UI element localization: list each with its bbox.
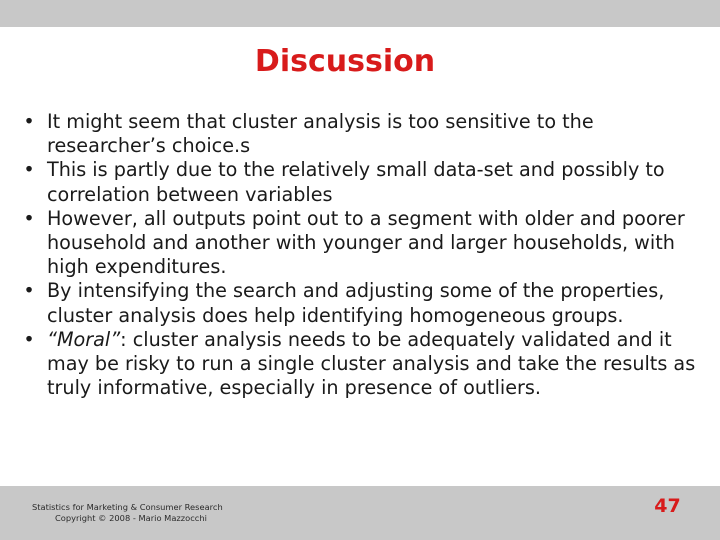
bullet-icon: • bbox=[23, 158, 35, 182]
bullet-text: It might seem that cluster analysis is too sensitive to the researcher’s choice.s bbox=[47, 110, 594, 158]
moral-label: “Moral” bbox=[47, 327, 121, 351]
bullet-item bbox=[22, 110, 697, 158]
slide-title-text: Discussion bbox=[254, 44, 436, 79]
bullet-text: This is partly due to the relatively small data-set and possibly to correlation between variables bbox=[47, 158, 665, 206]
bullet-text: However, all outputs point out to a segment with older and poorer household and another with younger and larger households, with high expenditures. bbox=[47, 206, 685, 279]
bullet-icon: • bbox=[23, 279, 35, 303]
bullet-icon: • bbox=[23, 110, 35, 133]
footer-copyright: Copyright © 2008 - Mario Mazzocchi bbox=[55, 513, 207, 523]
bullet-item-moral bbox=[22, 328, 697, 401]
bullet-list bbox=[22, 110, 697, 400]
bullet-item bbox=[22, 279, 697, 327]
bullet-item bbox=[22, 207, 697, 280]
bullet-item bbox=[22, 158, 697, 206]
footer-course-title: Statistics for Marketing & Consumer Research bbox=[32, 502, 223, 512]
page-number: 47 bbox=[654, 495, 681, 517]
footer-credit bbox=[32, 502, 223, 524]
bullet-icon: • bbox=[23, 206, 35, 230]
moral-text: : cluster analysis needs to be adequately validated and it may be risky to run a single cluster analysis and take the results as truly informative, especially in presence of outliers. bbox=[47, 327, 696, 400]
bullet-text: By intensifying the search and adjusting some of the properties, cluster analysis does help identifying homogeneous groups. bbox=[47, 279, 665, 327]
top-bar bbox=[0, 0, 720, 27]
bullet-icon: • bbox=[23, 327, 35, 351]
slide-title bbox=[0, 44, 690, 79]
